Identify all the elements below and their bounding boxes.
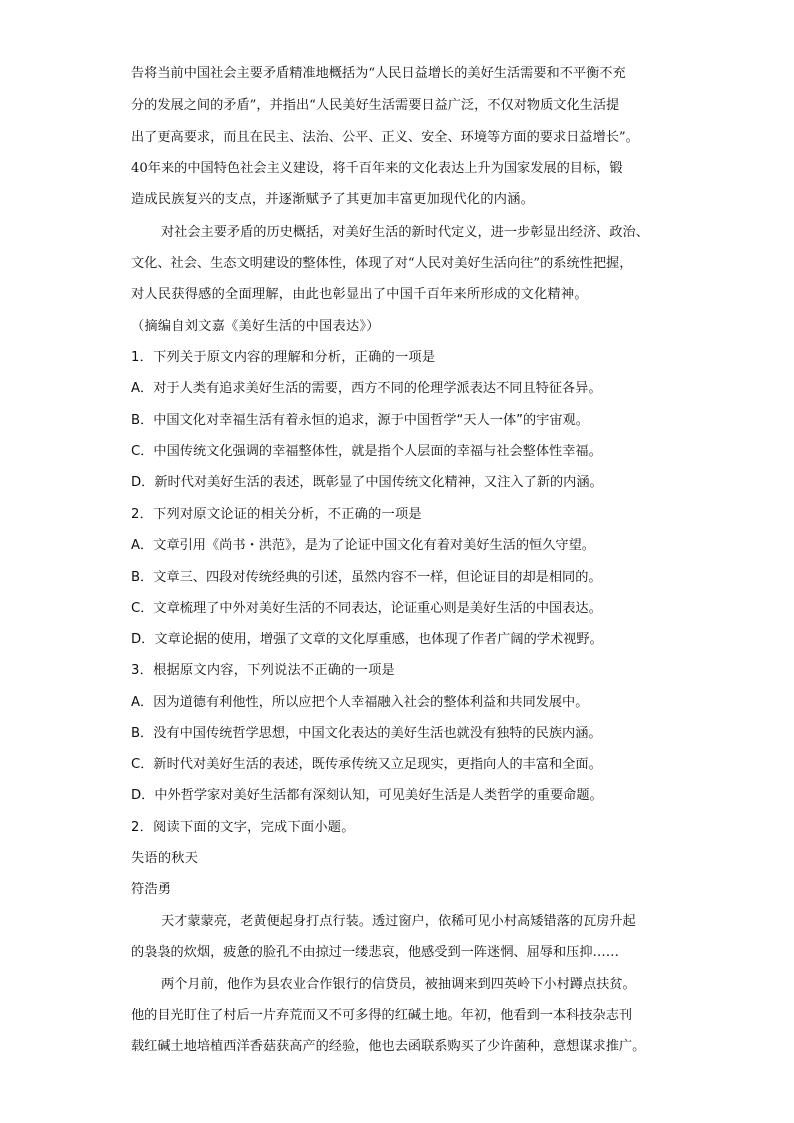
source-citation: （摘编自刘文嘉《美好生活的中国表达》） [131,319,380,334]
question-option: C．中国传统文化强调的幸福整体性，就是指个人层面的幸福与社会整体性幸福。 [131,444,602,459]
passage-line: 告将当前中国社会主要矛盾精准地概括为“人民日益增长的美好生活需要和不平衡不充 [131,66,626,81]
story-title: 失语的秋天 [131,851,199,866]
passage-line: 对社会主要矛盾的历史概括，对美好生活的新时代定义，进一步彰显出经济、政治、 [161,225,649,240]
question-stem: 1．下列关于原文内容的理解和分析，正确的一项是 [131,350,436,365]
passage-line: 分的发展之间的矛盾”，并指出“人民美好生活需要日益广泛，不仅对物质文化生活提 [131,98,620,113]
story-line: 天才蒙蒙亮，老黄便起身打点行装。透过窗户，依稀可见小村高矮错落的瓦房升起 [161,914,636,929]
question-option: D．新时代对美好生活的表述，既彰显了中国传统文化精神，又注入了新的内涵。 [131,475,603,490]
story-line: 的袅袅的炊烟，疲惫的脸孔不由掠过一缕悲哀，他感受到一阵迷惘、屈辱和压抑…… [131,945,619,960]
story-line: 两个月前，他作为县农业合作银行的信贷员，被抽调来到四英岭下小村蹲点扶贫。 [161,977,636,992]
question-option: D．文章论据的使用，增强了文章的文化厚重感，也体现了作者广阔的学术视野。 [131,632,603,647]
passage-line: 出了更高要求，而且在民主、法治、公平、正义、安全、环境等方面的要求日益增长”。 [131,130,639,145]
question-stem: 2．下列对原文论证的相关分析，不正确的一项是 [131,507,422,522]
question-option: A．因为道德有利他性，所以应把个人幸福融入社会的整体利益和共同发展中。 [131,695,589,710]
question-option: B．中国文化对幸福生活有着永恒的追求，源于中国哲学“天人一体”的宇宙观。 [131,413,589,428]
story-author: 符浩勇 [131,882,172,897]
question-option: C．文章梳理了中外对美好生活的不同表达，论证重心则是美好生活的中国表达。 [131,601,602,616]
question-option: A．对于人类有追求美好生活的需要，西方不同的伦理学派表达不同且特征各异。 [131,381,602,396]
question-option: D．中外哲学家对美好生活都有深刻认知，可见美好生活是人类哲学的重要命题。 [131,788,603,803]
passage-line: 对人民获得感的全面理解，由此也彰显出了中国千百年来所形成的文化精神。 [131,287,588,302]
passage-line: 文化、社会、生态文明建设的整体性，体现了对“人民对美好生活向往”的系统性把握， [131,256,633,271]
passage-line: 40年来的中国特色社会主义建设，将千百年来的文化表达上升为国家发展的目标，锻 [131,161,623,176]
question-option: B．没有中国传统哲学思想，中国文化表达的美好生活也就没有独特的民族内涵。 [131,726,602,741]
question-option: A．文章引用《尚书・洪范》，是为了论证中国文化有着对美好生活的恒久守望。 [131,538,595,553]
question-stem: 3．根据原文内容，下列说法不正确的一项是 [131,663,395,678]
story-line: 他的目光盯住了村后一片弃荒而又不可多得的红碱土地。年初，他看到一本科技杂志刊 [131,1008,633,1023]
passage-line: 造成民族复兴的支点，并逐渐赋予了其更加丰富更加现代化的内涵。 [131,192,535,207]
story-line: 载红碱土地培植西洋香菇获高产的经验，他也去函联系购买了少许菌种，意想谋求推广。 [131,1039,646,1054]
question-option: C．新时代对美好生活的表述，既传承传统又立足现实，更指向人的丰富和全面。 [131,757,602,772]
section-instruction: 2．阅读下面的文字，完成下面小题。 [131,820,355,835]
question-option: B．文章三、四段对传统经典的引述，虽然内容不一样，但论证目的却是相同的。 [131,570,602,585]
